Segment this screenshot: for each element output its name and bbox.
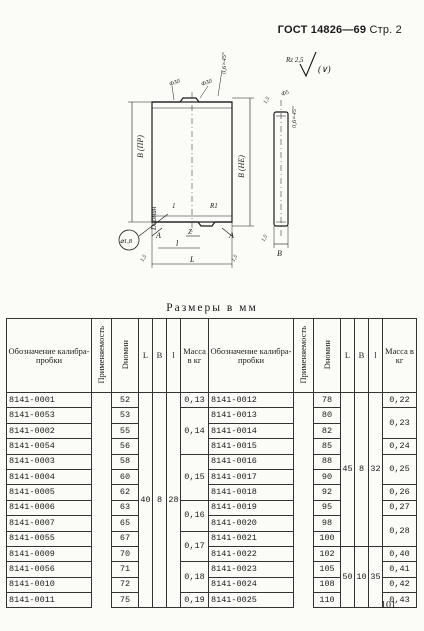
cell-d-nom: 102 xyxy=(314,546,341,561)
label-a-right: A xyxy=(229,231,234,240)
cell-mass: 0,27 xyxy=(383,500,417,515)
dim-d-nom: Dномин xyxy=(150,206,158,230)
cell-applicability xyxy=(92,577,112,592)
cell-designation: 8141-0054 xyxy=(7,439,92,454)
cell-designation: 8141-0010 xyxy=(7,577,92,592)
cell-d-nom: 92 xyxy=(314,485,341,500)
cell-applicability xyxy=(92,485,112,500)
cell-applicability xyxy=(92,469,112,484)
angle-b: 1,5 xyxy=(230,254,240,263)
col-L-2: L xyxy=(341,319,355,393)
cell-designation: 8141-0018 xyxy=(209,485,294,500)
cell-mass: 0,41 xyxy=(383,562,417,577)
cell-mass: 0,24 xyxy=(383,439,417,454)
cell-applicability xyxy=(294,439,314,454)
cell-d-nom: 70 xyxy=(112,546,139,561)
cell-d-nom: 80 xyxy=(314,408,341,423)
cell-mass: 0,28 xyxy=(383,516,417,547)
cell-d-nom: 78 xyxy=(314,393,341,408)
cell-designation: 8141-0015 xyxy=(209,439,294,454)
cell-designation: 8141-0011 xyxy=(7,593,92,608)
cell-mass: 0,43 xyxy=(383,593,417,608)
cell-mass: 0,19 xyxy=(181,593,209,608)
cell-applicability xyxy=(294,531,314,546)
cell-applicability xyxy=(92,516,112,531)
cell-d-nom: 56 xyxy=(112,439,139,454)
cell-applicability xyxy=(92,531,112,546)
cell-applicability xyxy=(92,562,112,577)
cell-designation: 8141-0022 xyxy=(209,546,294,561)
chamfer-b: 0,6×45° xyxy=(291,106,298,128)
cell-applicability xyxy=(294,469,314,484)
page-label: Стр. 2 xyxy=(369,24,402,36)
cell-d-nom: 55 xyxy=(112,423,139,438)
col-mass-2: Масса в кг xyxy=(383,319,417,393)
cell-designation: 8141-0002 xyxy=(7,423,92,438)
technical-drawing xyxy=(0,0,424,300)
cell-d-nom: 82 xyxy=(314,423,341,438)
radius-top-b: Ф30 xyxy=(200,78,213,88)
cell-applicability xyxy=(294,393,314,408)
angle-a: 1,5 xyxy=(139,254,149,263)
radius-side: Ф5 xyxy=(280,89,291,98)
cell-applicability xyxy=(294,485,314,500)
cell-designation: 8141-0012 xyxy=(209,393,294,408)
cell-B: 8 xyxy=(153,393,167,608)
dim-b-ne: B (НЕ) xyxy=(237,155,246,178)
cell-mass: 0,17 xyxy=(181,531,209,562)
col-B: B xyxy=(153,319,167,393)
cell-d-nom: 105 xyxy=(314,562,341,577)
cell-applicability xyxy=(92,439,112,454)
table-row xyxy=(7,393,417,408)
cell-d-nom: 75 xyxy=(112,593,139,608)
cell-designation: 8141-0013 xyxy=(209,408,294,423)
page-number: 101 xyxy=(381,600,396,611)
cell-mass: 0,22 xyxy=(383,393,417,408)
cell-designation: 8141-0021 xyxy=(209,531,294,546)
cell-d-nom: 65 xyxy=(112,516,139,531)
cell-mass: 0,14 xyxy=(181,408,209,454)
cell-applicability xyxy=(92,546,112,561)
cell-d-nom: 100 xyxy=(314,531,341,546)
col-B-2: B xyxy=(355,319,369,393)
angle-d: 1,5 xyxy=(260,234,270,243)
cell-L: 50 xyxy=(341,546,355,608)
chamfer-a: 0,6×45° xyxy=(221,52,228,74)
label-L: L xyxy=(190,255,195,264)
label-a-left: A xyxy=(156,231,161,240)
col-applicability-2: Применяемость xyxy=(294,319,314,393)
dim-b-pr: B (ПР) xyxy=(136,135,145,158)
cell-mass: 0,23 xyxy=(383,408,417,439)
cell-mass: 0,42 xyxy=(383,577,417,592)
cell-designation: 8141-0053 xyxy=(7,408,92,423)
col-d-nom: Dномин xyxy=(112,319,139,393)
cell-d-nom: 67 xyxy=(112,531,139,546)
cell-applicability xyxy=(294,408,314,423)
col-L: L xyxy=(139,319,153,393)
cell-mass: 0,26 xyxy=(383,485,417,500)
cell-mass: 0,15 xyxy=(181,454,209,500)
col-l-2: l xyxy=(369,319,383,393)
cell-applicability xyxy=(294,593,314,608)
cell-d-nom: 108 xyxy=(314,577,341,592)
cell-d-nom: 63 xyxy=(112,500,139,515)
cell-designation: 8141-0014 xyxy=(209,423,294,438)
label-b-side: B xyxy=(277,249,282,258)
cell-applicability xyxy=(92,500,112,515)
cell-B: 10 xyxy=(355,546,369,608)
cell-designation: 8141-0055 xyxy=(7,531,92,546)
cell-designation: 8141-0019 xyxy=(209,500,294,515)
cell-applicability xyxy=(92,393,112,408)
cell-designation: 8141-0005 xyxy=(7,485,92,500)
label-1: 1 xyxy=(172,202,176,210)
cell-designation: 8141-0017 xyxy=(209,469,294,484)
cell-mass: 0,18 xyxy=(181,562,209,593)
angle-c: 1,5 xyxy=(262,96,272,105)
cell-d-nom: 88 xyxy=(314,454,341,469)
cell-designation: 8141-0001 xyxy=(7,393,92,408)
standard-number: ГОСТ 14826—69 xyxy=(277,24,367,36)
roughness-mark: (∨) xyxy=(318,64,331,74)
table-body xyxy=(7,393,417,608)
cell-d-nom: 62 xyxy=(112,485,139,500)
cell-d-nom: 110 xyxy=(314,593,341,608)
cell-designation: 8141-0003 xyxy=(7,454,92,469)
cell-l: 35 xyxy=(369,546,383,608)
cell-applicability xyxy=(92,593,112,608)
cell-designation: 8141-0025 xyxy=(209,593,294,608)
cell-designation: 8141-0056 xyxy=(7,562,92,577)
cell-applicability xyxy=(294,546,314,561)
label-z: Z xyxy=(188,228,192,236)
cell-designation: 8141-0007 xyxy=(7,516,92,531)
cell-designation: 8141-0009 xyxy=(7,546,92,561)
label-l: l xyxy=(176,239,179,248)
cell-designation: 8141-0020 xyxy=(209,516,294,531)
cell-l: 28 xyxy=(167,393,181,608)
label-r1: R1 xyxy=(210,202,218,210)
table-header-row xyxy=(7,319,417,393)
cell-applicability xyxy=(92,408,112,423)
col-mass: Масса в кг xyxy=(181,319,209,393)
cell-applicability xyxy=(294,562,314,577)
col-designation-2: Обозначение калибра-пробки xyxy=(209,319,294,393)
radius-top-a: Ф30 xyxy=(168,78,181,88)
cell-designation: 8141-0023 xyxy=(209,562,294,577)
cell-d-nom: 90 xyxy=(314,469,341,484)
cell-applicability xyxy=(294,423,314,438)
cell-designation: 8141-0006 xyxy=(7,500,92,515)
cell-L: 40 xyxy=(139,393,153,608)
cell-l: 32 xyxy=(369,393,383,547)
col-d-nom-2: Dномин xyxy=(314,319,341,393)
cell-applicability xyxy=(294,577,314,592)
cell-d-nom: 60 xyxy=(112,469,139,484)
table-row xyxy=(7,546,417,561)
cell-L: 45 xyxy=(341,393,355,547)
cell-d-nom: 72 xyxy=(112,577,139,592)
cell-mass: 0,25 xyxy=(383,454,417,485)
cell-mass: 0,40 xyxy=(383,546,417,561)
cell-d-nom: 58 xyxy=(112,454,139,469)
cell-d-nom: 98 xyxy=(314,516,341,531)
roughness-value: Rz 2,5 xyxy=(286,56,304,64)
cell-mass: 0,16 xyxy=(181,500,209,531)
cell-B: 8 xyxy=(355,393,369,547)
col-applicability: Применяемость xyxy=(92,319,112,393)
cell-applicability xyxy=(92,423,112,438)
cell-applicability xyxy=(294,500,314,515)
cell-designation: 8141-0004 xyxy=(7,469,92,484)
col-l: l xyxy=(167,319,181,393)
hole-label: ⌀1,8 xyxy=(120,238,133,245)
cell-d-nom: 53 xyxy=(112,408,139,423)
table-caption: Размеры в мм xyxy=(166,302,258,314)
cell-applicability xyxy=(294,516,314,531)
col-designation: Обозначение калибра-пробки xyxy=(7,319,92,393)
cell-mass: 0,13 xyxy=(181,393,209,408)
dimensions-table xyxy=(6,318,417,608)
cell-d-nom: 95 xyxy=(314,500,341,515)
cell-d-nom: 85 xyxy=(314,439,341,454)
cell-applicability xyxy=(294,454,314,469)
cell-designation: 8141-0016 xyxy=(209,454,294,469)
cell-applicability xyxy=(92,454,112,469)
cell-d-nom: 52 xyxy=(112,393,139,408)
cell-d-nom: 71 xyxy=(112,562,139,577)
cell-designation: 8141-0024 xyxy=(209,577,294,592)
